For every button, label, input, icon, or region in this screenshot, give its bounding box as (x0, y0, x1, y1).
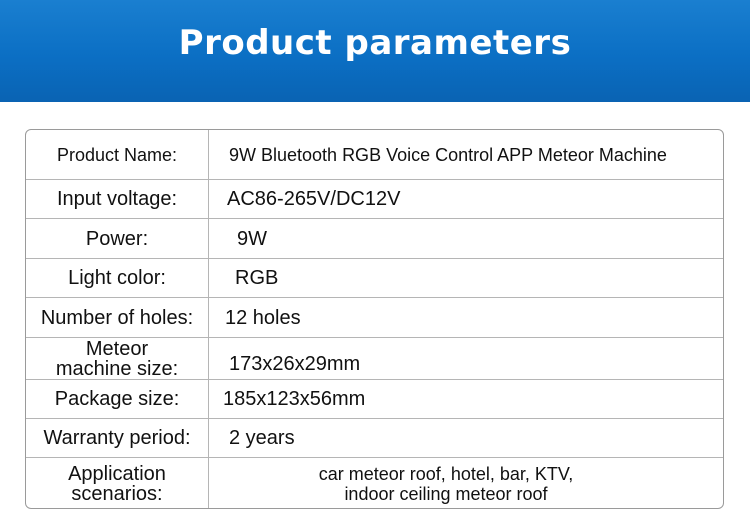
row-label (26, 458, 209, 509)
value-text: 9W (237, 227, 267, 250)
label-text: Product Name: (56, 144, 178, 165)
parameters-table (25, 129, 724, 509)
row-value (209, 219, 723, 258)
row-label (26, 219, 209, 258)
row-label (26, 380, 209, 418)
header-banner (0, 0, 750, 102)
value-text: 185x123x56mm (223, 388, 366, 410)
row-value (209, 298, 723, 337)
value-text: car meteor roof, hotel, bar, KTV, indoor ceiling meteor roof (318, 464, 574, 504)
table-row-power (26, 219, 723, 259)
table-row-package-size (26, 380, 723, 419)
page-title: Product parameters (178, 23, 572, 63)
label-text: Input voltage: (56, 188, 178, 210)
table-row-warranty-period (26, 419, 723, 458)
row-label (26, 419, 209, 457)
label-text: Warranty period: (43, 427, 191, 449)
row-label (26, 298, 209, 337)
row-value (209, 338, 723, 379)
table-row-number-of-holes (26, 298, 723, 338)
row-label (26, 130, 209, 179)
table-row-product-name (26, 130, 723, 180)
label-text: Application scenarios: (68, 463, 166, 505)
row-value (209, 380, 723, 418)
row-value (209, 259, 723, 297)
value-text: RGB (235, 267, 279, 289)
value-text: 9W Bluetooth RGB Voice Control APP Meteor Machine (229, 144, 667, 165)
row-value (209, 130, 723, 179)
table-row-meteor-machine-size (26, 338, 723, 380)
row-label (26, 180, 209, 218)
label-text: Meteor machine size: (55, 337, 179, 380)
value-text: 12 holes (225, 306, 301, 329)
label-text: Package size: (54, 388, 180, 410)
value-text: AC86-265V/DC12V (227, 188, 401, 210)
table-row-application-scenarios (26, 458, 723, 509)
label-text: Light color: (68, 267, 166, 289)
label-text: Number of holes: (40, 306, 194, 329)
value-text: 2 years (229, 427, 295, 449)
value-text: 173x26x29mm (229, 352, 361, 375)
row-value (209, 180, 723, 218)
table-row-input-voltage (26, 180, 723, 219)
table-row-light-color (26, 259, 723, 298)
row-label (26, 259, 209, 297)
row-value (209, 458, 723, 509)
row-label (26, 338, 209, 379)
row-value (209, 419, 723, 457)
label-text: Power: (85, 227, 149, 250)
